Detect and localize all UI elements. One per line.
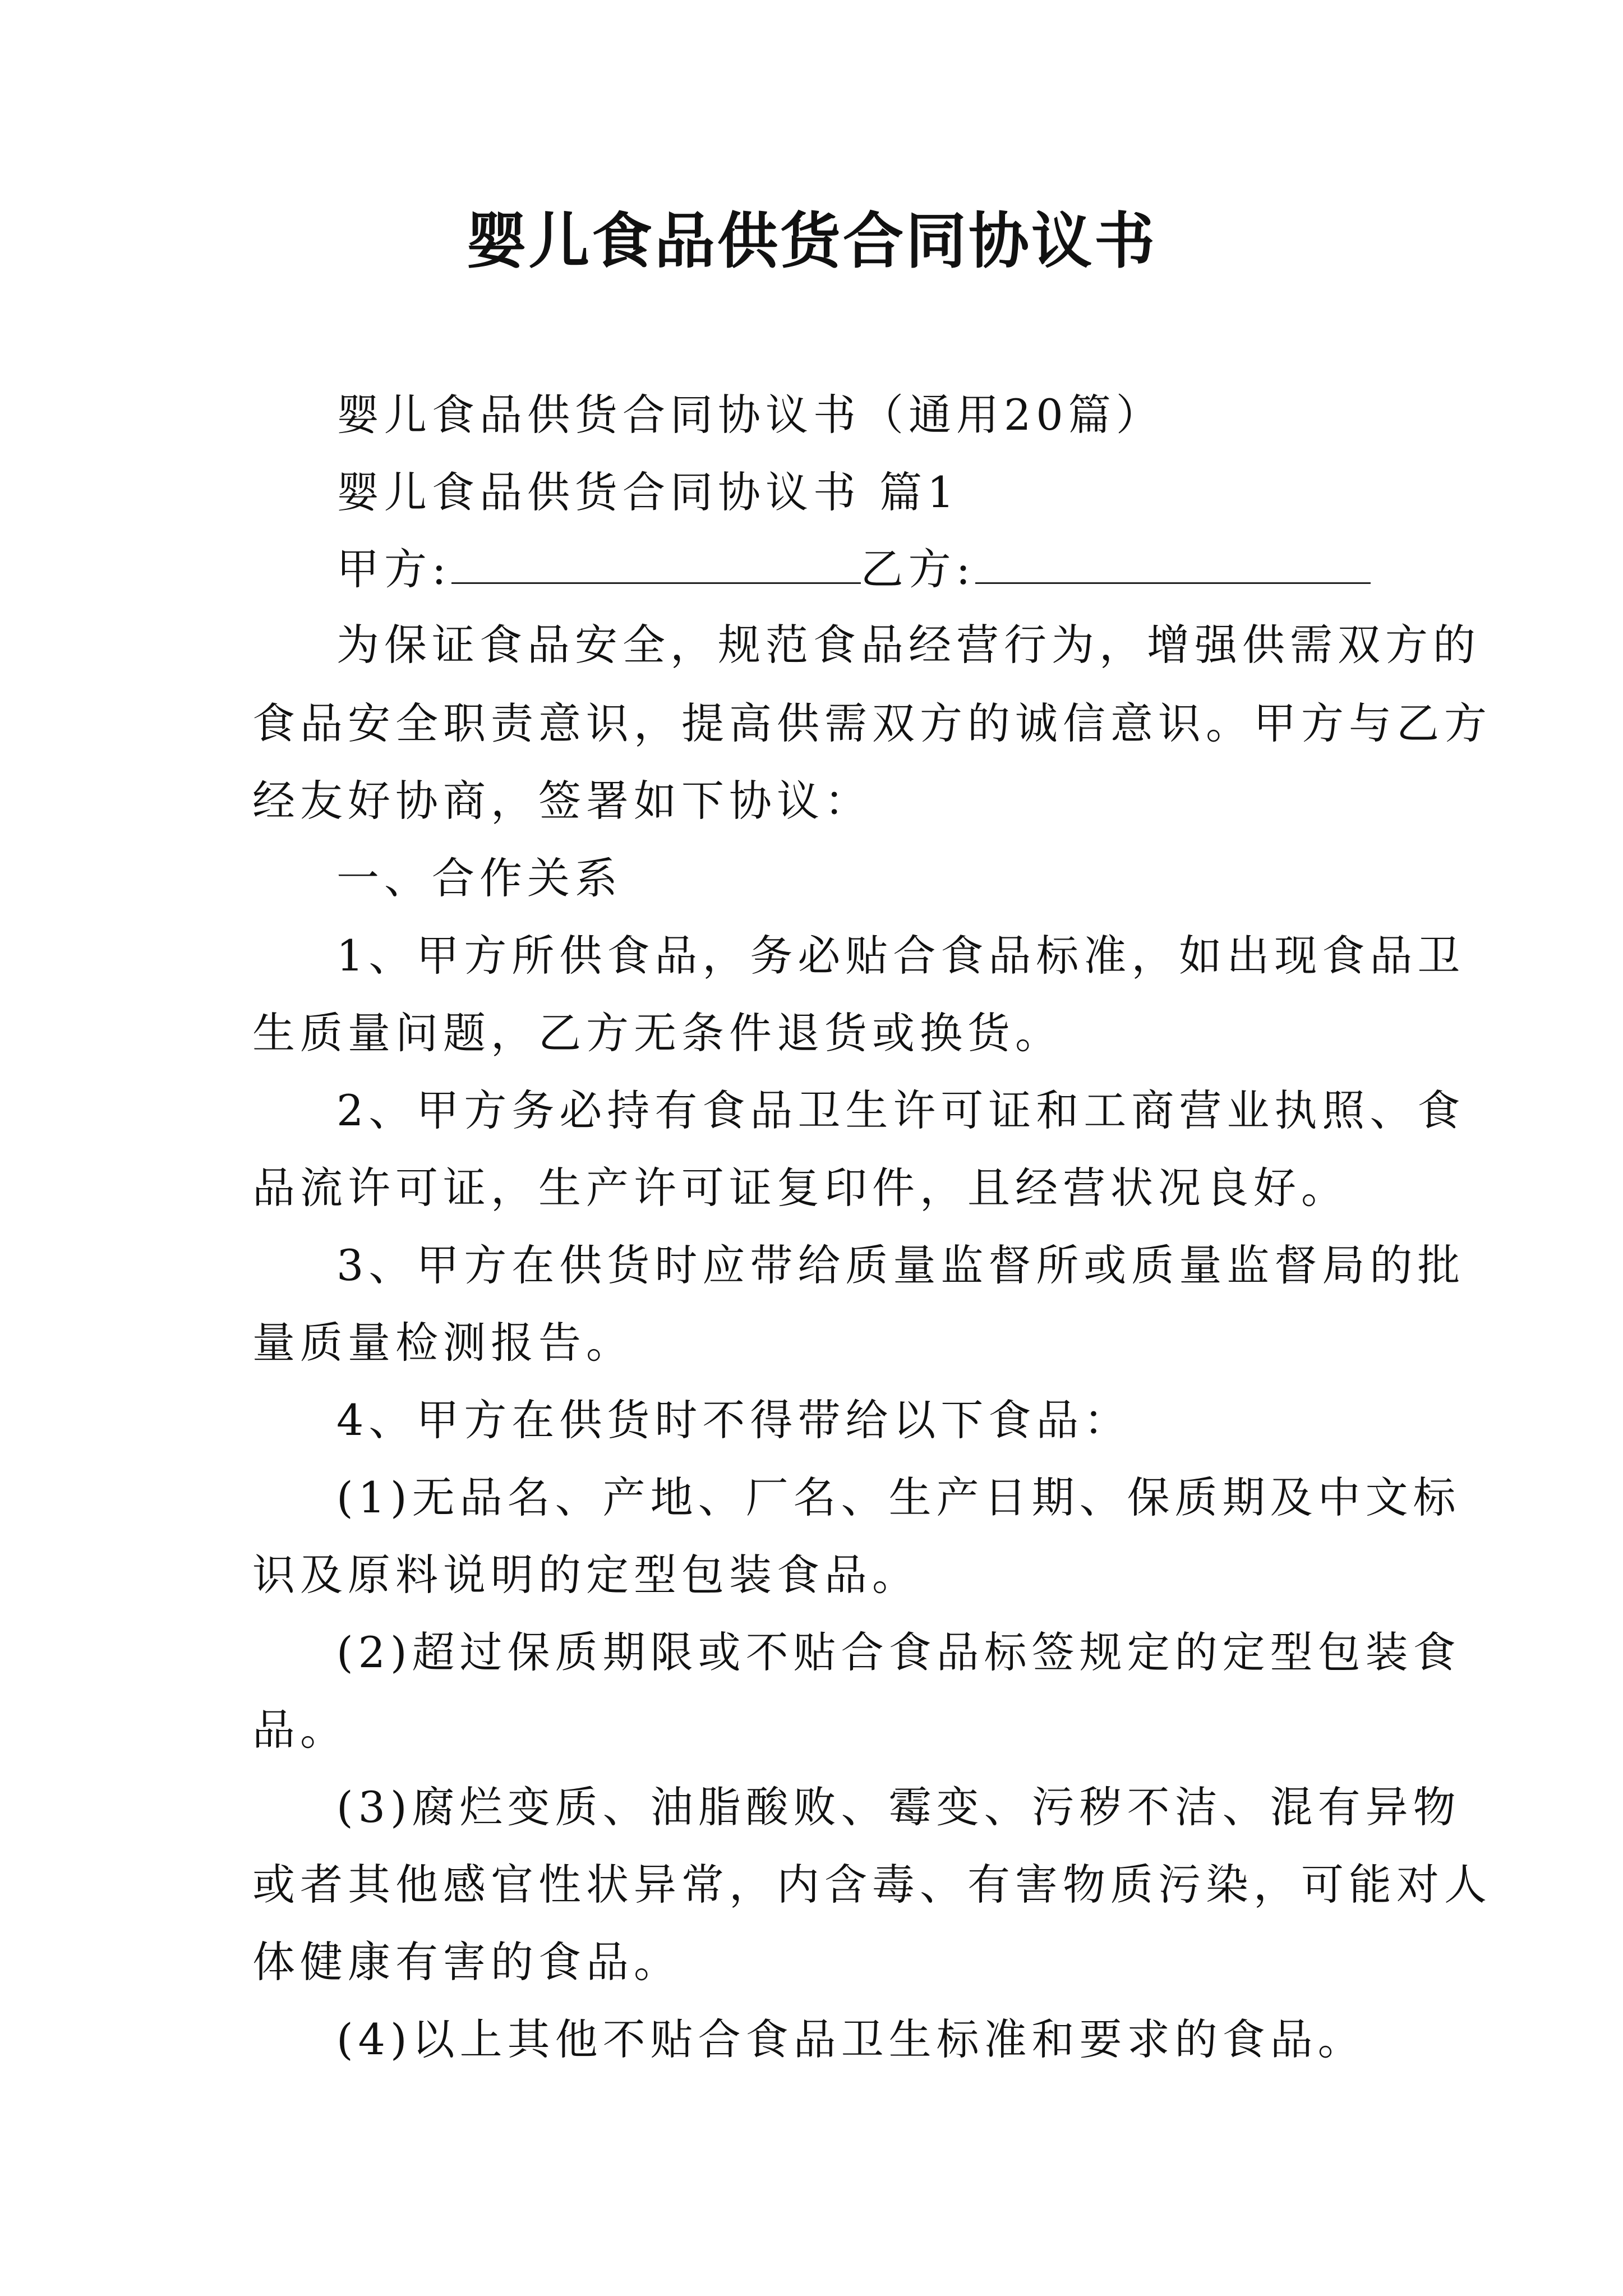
paragraph-line: 2、甲方务必持有食品卫生许可证和工商营业执照、食 xyxy=(336,1085,1465,1135)
paragraph-line: 量质量检测报告。 xyxy=(252,1318,634,1368)
document-subtitle: 婴儿食品供货合同协议书（通用20篇） xyxy=(336,390,1164,440)
party-row xyxy=(336,541,1385,597)
paragraph-line: 品流许可证，生产许可证复印件，且经营状况良好。 xyxy=(252,1163,1349,1213)
list-item-line: 体健康有害的食品。 xyxy=(252,1937,681,1987)
document-title: 婴儿食品供货合同协议书 xyxy=(465,206,1157,277)
list-item-line: 或者其他感官性状异常，内含毒、有害物质污染，可能对人 xyxy=(252,1860,1492,1910)
paragraph-line: 4、甲方在供货时不得带给以下食品： xyxy=(336,1395,1132,1445)
list-item-line: (1)无品名、产地、厂名、生产日期、保质期及中文标 xyxy=(336,1473,1461,1522)
paragraph-line: 3、甲方在供货时应带给质量监督所或质量监督局的批 xyxy=(336,1240,1465,1290)
list-item-line: (4)以上其他不贴合食品卫生标准和要求的食品。 xyxy=(336,2014,1366,2064)
party-a-label: 甲方: xyxy=(336,544,451,594)
party-a-blank xyxy=(451,543,861,584)
list-item-line: 识及原料说明的定型包装食品。 xyxy=(252,1550,920,1600)
paragraph-line: 为保证食品安全，规范食品经营行为，增强供需双方的 xyxy=(336,620,1481,670)
list-item-line: (2)超过保质期限或不贴合食品标签规定的定型包装食 xyxy=(336,1627,1461,1677)
section-heading: 婴儿食品供货合同协议书 篇1 xyxy=(336,467,960,517)
paragraph-line: 经友好协商，签署如下协议： xyxy=(252,776,872,826)
party-b-label: 乙方: xyxy=(860,544,976,594)
section-heading-cooperation: 一、合作关系 xyxy=(336,853,623,903)
list-item-line: (3)腐烂变质、油脂酸败、霉变、污秽不洁、混有异物 xyxy=(336,1782,1461,1832)
party-b-blank xyxy=(975,543,1371,584)
paragraph-line: 食品安全职责意识，提高供需双方的诚信意识。甲方与乙方 xyxy=(252,698,1492,748)
list-item-line: 品。 xyxy=(252,1705,348,1755)
paragraph-line: 生质量问题，乙方无条件退货或换货。 xyxy=(252,1008,1063,1058)
paragraph-line: 1、甲方所供食品，务必贴合食品标准，如出现食品卫 xyxy=(336,931,1465,981)
